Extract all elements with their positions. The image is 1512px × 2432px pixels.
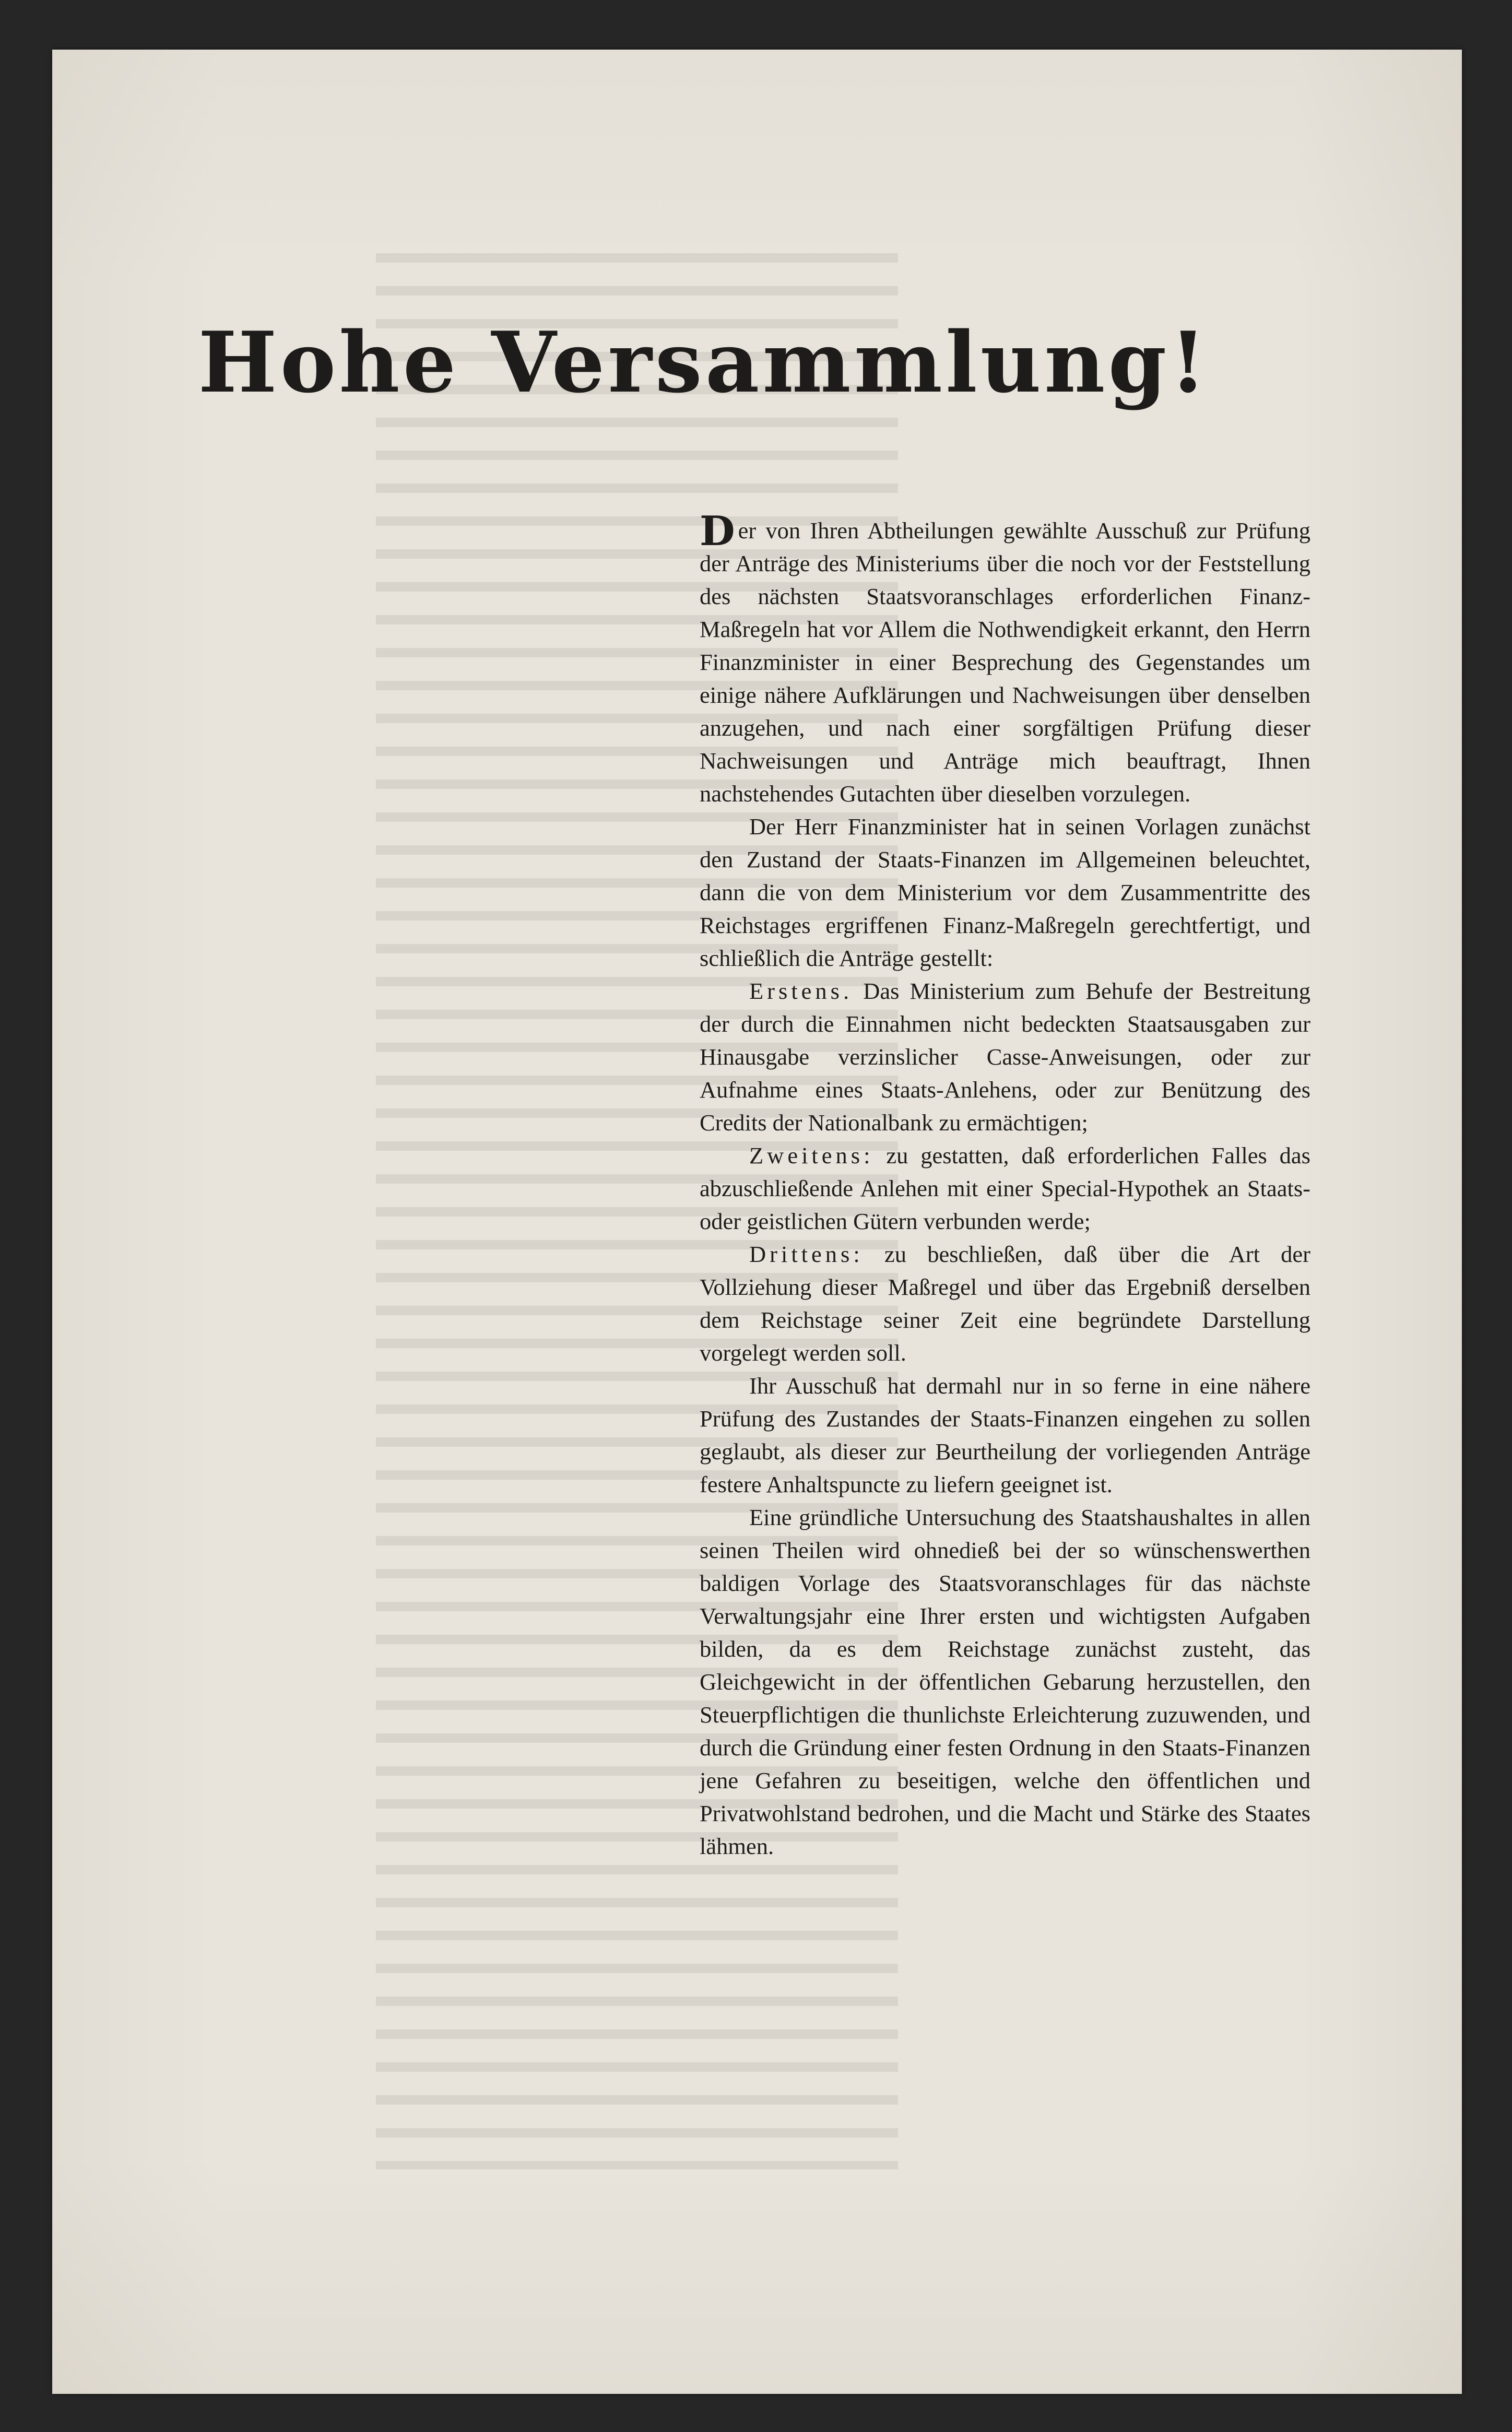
- body-text: [700, 507, 1310, 1863]
- item-label-drittens: Drittens:: [749, 1241, 864, 1267]
- paragraph-6: Ihr Ausschuß hat dermahl nur in so ferne in eine nähere Prüfung des Zustandes der Staats-Finanzen eingehen zu sollen geglaubt, als dieser zur Beurtheilung der vorliegenden Anträge festere Anhaltspuncte zu liefern geeignet ist.: [700, 1373, 1310, 1497]
- item-label-erstens: Erstens.: [749, 978, 853, 1004]
- paragraph-4-text: zu gestatten, daß erforderlichen Falles das abzuschließende Anlehen mit einer Special-Hypothek an Staats- oder geistlichen Gütern verbunden werde;: [700, 1142, 1310, 1234]
- paragraph-1-text: er von Ihren Abtheilungen gewählte Ausschuß zur Prüfung der Anträge des Ministeriums über die noch vor der Feststellung des nächsten Staatsvoranschlages erforderlichen Finanz-Maßregeln hat vor Allem die Nothwendigkeit erkannt, den Herrn Finanzminister in einer Besprechung des Gegenstandes um einige nähere Aufklärungen und Nachweisungen über denselben anzugehen, und nach einer sorgfältigen Prüfung dieser Nachweisungen und Anträge mich beauftragt, Ihnen nachstehendes Gutachten über dieselben vorzulegen.: [700, 517, 1310, 807]
- paragraph-3-text: Das Ministerium zum Behufe der Bestreitung der durch die Einnahmen nicht bedeckten Staatsausgaben zur Hinausgabe verzinslicher Casse-Anweisungen, oder zur Aufnahme eines Staats-Anlehens, oder zur Benützung des Credits der Nationalbank zu ermächtigen;: [700, 978, 1310, 1136]
- page-title: Hohe Versammlung!: [198, 313, 1210, 411]
- paragraph-2: Der Herr Finanzminister hat in seinen Vorlagen zunächst den Zustand der Staats-Finanzen im Allgemeinen beleuchtet, dann die von dem Ministerium vor dem Zusammentritte des Reichstages ergriffenen Finanz-Maßregeln gerechtfertigt, und schließlich die Anträge gestellt:: [700, 813, 1310, 971]
- paragraph-1: [700, 507, 1310, 810]
- drop-cap: D: [700, 507, 735, 555]
- paragraph-7: Eine gründliche Untersuchung des Staatshaushaltes in allen seinen Theilen wird ohnedieß bei der so wünschenswerthen baldigen Vorlage des Staatsvoranschlages für das nächste Verwaltungsjahr eine Ihrer ersten und wichtigsten Aufgaben bilden, da es dem Reichstage zunächst zusteht, das Gleichgewicht in der öffentlichen Gebarung herzustellen, den Steuerpflichtigen die thunlichste Erleichterung zuzuwenden, und durch die Gründung einer festen Ordnung in den Staats-Finanzen jene Gefahren zu beseitigen, welche den öffentlichen und Privatwohlstand bedrohen, und die Macht und Stärke des Staates lähmen.: [700, 1504, 1310, 1859]
- item-label-zweitens: Zweitens:: [749, 1142, 874, 1168]
- paragraph-4: [700, 1139, 1310, 1238]
- paragraph-3: [700, 975, 1310, 1139]
- paragraph-5: [700, 1238, 1310, 1370]
- paragraph-5-text: zu beschließen, daß über die Art der Vollziehung dieser Maßregel und über das Ergebniß derselben dem Reichstage seiner Zeit eine begründete Darstellung vorgelegt werden soll.: [700, 1241, 1310, 1366]
